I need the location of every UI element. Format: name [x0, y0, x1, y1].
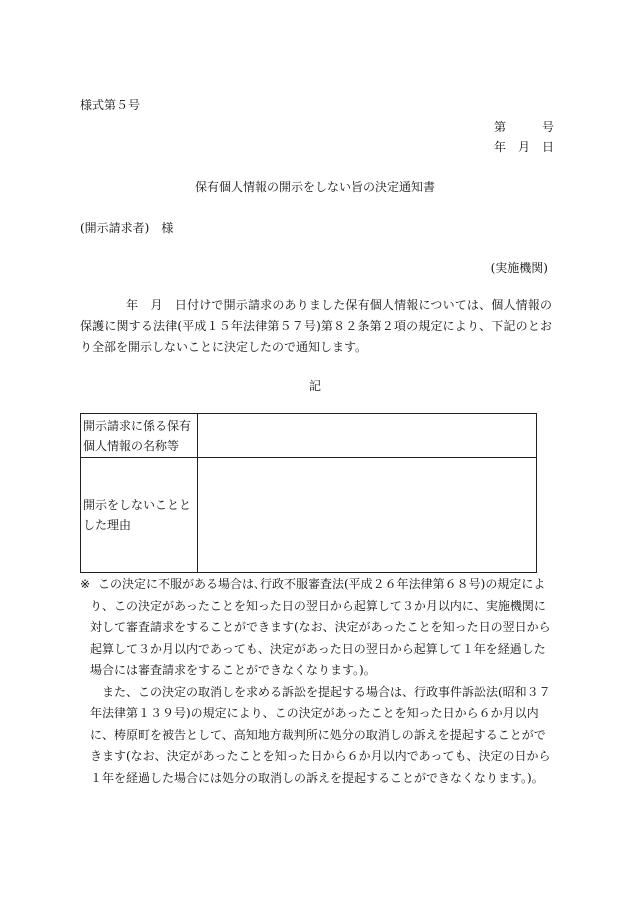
note-mark: ※: [80, 577, 91, 591]
note-text-appeal: この決定に不服がある場合は､行政不服審査法(平成２６年法律第６８号)の規定により、この決定があったことを知った日の翌日から起算して３か月以内に、実施機関に対して審査請求をすることができます(なお、決定があったことを知った日の翌日から起算して３か月以内であっても、決定があった日の翌日から起算して１年を経過した場合には審査請求をすることができなくなります。)。: [90, 577, 551, 677]
document-number: 第 号: [494, 120, 555, 134]
row-label-reason: 開示をしないこととした理由: [81, 458, 198, 573]
document-title: 保有個人情報の開示をしない旨の決定通知書: [194, 180, 435, 194]
table-row: [81, 458, 537, 573]
row-value-reason: [198, 458, 537, 573]
row-value-info-name: [198, 414, 537, 458]
note-section: [80, 574, 556, 789]
decision-table: [80, 413, 537, 573]
document-date: 年 月 日: [494, 140, 555, 154]
implementing-agency: (実施機関): [490, 261, 548, 275]
row-label-info-name: 開示請求に係る保有個人情報の名称等: [81, 414, 198, 458]
note-paragraph-appeal: [80, 574, 556, 682]
body-paragraph: [80, 295, 552, 358]
table-row: [81, 414, 537, 458]
form-number: 様式第５号: [80, 98, 141, 112]
body-text: 年 月 日付けで開示請求のありました保有個人情報については、個人情報の保護に関する法律(平成１５年法律第５７号)第８２条第２項の規定により、下記のとおり全部を開示しないことに決定したので通知します。: [80, 298, 552, 354]
ki-heading: 記: [308, 379, 321, 393]
note-paragraph-lawsuit: また、この決定の取消しを求める訴訟を提起する場合は、行政事件訴訟法(昭和３７年法律第１３９号)の規定により、この決定があったことを知った日から６か月以内に、梼原町を被告として、高知地方裁判所に処分の取消しの訴えを提起することができます(なお、決定があったことを知った日から６か月以内であっても、決定の日から１年を経過した場合には処分の取消しの訴えを提起することができなくなります。)。: [90, 684, 551, 785]
requester-addressee: (開示請求者) 様: [80, 221, 174, 235]
